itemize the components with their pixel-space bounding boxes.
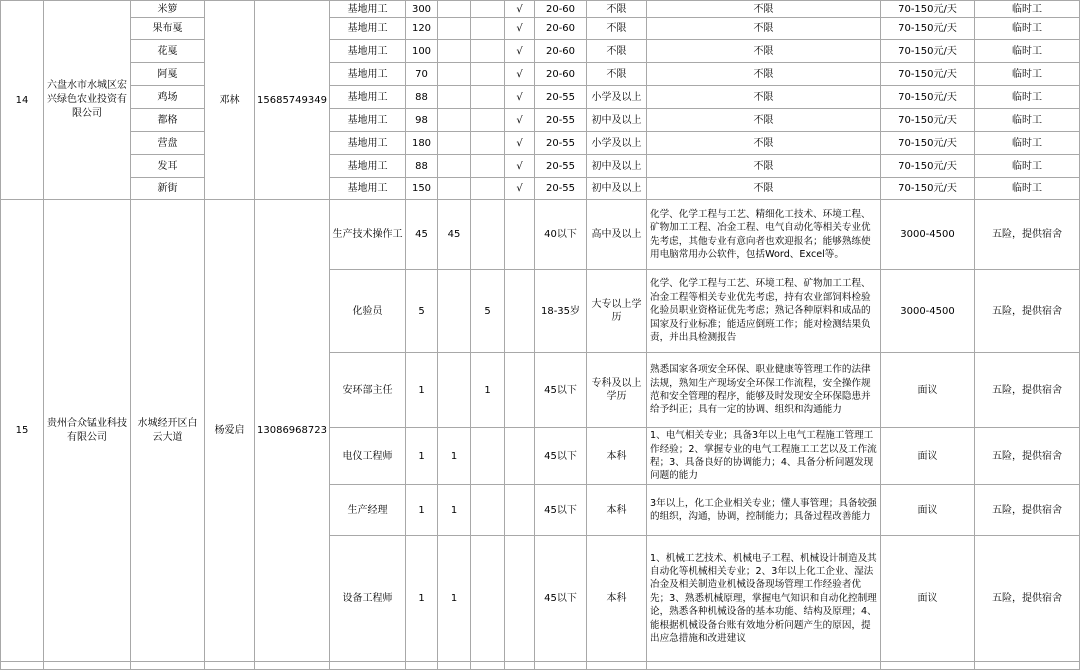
age-cell[interactable]: 20-55 — [535, 178, 587, 200]
count-cell[interactable]: 150 — [406, 178, 438, 200]
education-cell[interactable]: 小学及以上 — [587, 86, 647, 109]
male-cell[interactable] — [438, 132, 471, 155]
male-cell[interactable] — [438, 63, 471, 86]
requirement-cell[interactable]: 1、机械工艺技术、机械电子工程、机械设计制造及其自动化等机械相关专业；2、3年以上化工企业、湿法冶金及相关制造业机械设备现场管理工作经验者优先；3、熟悉机械原理，掌握电气知识和自动化控制理论，熟悉各种机械设备的基本功能、结构及原理；4、能根据机械设备台账有效地分析问题产生的原因，提出应急措施和改进建议 — [647, 536, 881, 662]
male-cell[interactable] — [438, 1, 471, 18]
education-cell[interactable]: 本科 — [587, 485, 647, 536]
education-cell[interactable]: 高中及以上 — [587, 200, 647, 270]
position-cell[interactable]: 化验员 — [330, 270, 406, 353]
age-cell[interactable]: 45以下 — [535, 428, 587, 485]
position-cell[interactable]: 基地用工 — [330, 1, 406, 18]
education-cell[interactable]: 不限 — [587, 40, 647, 63]
male-cell[interactable] — [438, 178, 471, 200]
position-cell[interactable]: 基地用工 — [330, 40, 406, 63]
workplace-cell[interactable]: 鸡场 — [131, 86, 205, 109]
workplace-cell[interactable]: 发耳 — [131, 155, 205, 178]
requirement-cell[interactable]: 化学、化学工程与工艺、精细化工技术、环境工程、矿物加工工程、冶金工程、电气自动化等相关专业优先考虑，其他专业有意向者也欢迎报名；能够熟练使用电脑常用办公软件，包括Word、Excel等。 — [647, 200, 881, 270]
position-cell[interactable]: 基地用工 — [330, 132, 406, 155]
position-cell[interactable]: 基地用工 — [330, 18, 406, 40]
female-cell[interactable] — [471, 18, 505, 40]
male-cell[interactable] — [438, 155, 471, 178]
requirement-cell[interactable]: 熟悉国家各项安全环保、职业健康等管理工作的法律法规，熟知生产现场安全环保工作流程，安全操作规范和安全管理的程序，能够及时发现安全环保隐患并给予纠正；具有一定的协调、组织和沟通能力 — [647, 353, 881, 428]
empty-cell[interactable] — [131, 662, 205, 670]
count-cell[interactable]: 1 — [406, 353, 438, 428]
male-cell[interactable] — [438, 353, 471, 428]
table-row — [1, 178, 1080, 200]
table-row — [1, 132, 1080, 155]
male-cell[interactable] — [438, 270, 471, 353]
company-cell[interactable]: 贵州合众锰业科技有限公司 — [44, 200, 131, 662]
age-cell[interactable]: 45以下 — [535, 485, 587, 536]
empty-cell[interactable] — [1, 662, 44, 670]
table-row — [1, 662, 1080, 670]
count-cell[interactable]: 88 — [406, 155, 438, 178]
address-cell[interactable]: 水城经开区白云大道 — [131, 200, 205, 662]
gender-any-cell[interactable] — [505, 353, 535, 428]
age-cell[interactable]: 20-55 — [535, 109, 587, 132]
female-cell[interactable]: 5 — [471, 270, 505, 353]
company-cell[interactable]: 六盘水市水城区宏兴绿色农业投资有限公司 — [44, 1, 131, 200]
table-row — [1, 109, 1080, 132]
empty-cell[interactable] — [587, 662, 647, 670]
male-cell[interactable] — [438, 18, 471, 40]
salary-cell[interactable]: 70-150元/天 — [881, 178, 975, 200]
table-row — [1, 86, 1080, 109]
seq-cell[interactable]: 14 — [1, 1, 44, 200]
female-cell[interactable] — [471, 178, 505, 200]
table-row — [1, 40, 1080, 63]
gender-any-cell[interactable] — [505, 200, 535, 270]
benefit-cell[interactable]: 临时工 — [975, 178, 1080, 200]
requirement-cell[interactable]: 1、电气相关专业；具备3年以上电气工程施工管理工作经验；2、掌握专业的电气工程施工工艺以及工作流程；3、具备良好的协调能力；4、具备分析问题发现问题的能力 — [647, 428, 881, 485]
age-cell[interactable]: 18-35岁 — [535, 270, 587, 353]
benefit-cell[interactable]: 临时工 — [975, 132, 1080, 155]
benefit-cell[interactable]: 临时工 — [975, 40, 1080, 63]
age-cell[interactable]: 40以下 — [535, 200, 587, 270]
female-cell[interactable] — [471, 109, 505, 132]
education-cell[interactable]: 本科 — [587, 428, 647, 485]
salary-cell[interactable]: 70-150元/天 — [881, 155, 975, 178]
count-cell[interactable]: 300 — [406, 1, 438, 18]
table-row — [1, 1, 1080, 18]
position-cell[interactable]: 基地用工 — [330, 178, 406, 200]
position-cell[interactable]: 基地用工 — [330, 155, 406, 178]
table-row — [1, 200, 1080, 270]
workplace-cell[interactable]: 都格 — [131, 109, 205, 132]
female-cell[interactable] — [471, 63, 505, 86]
empty-cell[interactable] — [330, 662, 406, 670]
education-cell[interactable]: 专科及以上学历 — [587, 353, 647, 428]
salary-cell[interactable]: 70-150元/天 — [881, 132, 975, 155]
female-cell[interactable] — [471, 86, 505, 109]
benefit-cell[interactable]: 临时工 — [975, 1, 1080, 18]
benefit-cell[interactable]: 临时工 — [975, 18, 1080, 40]
benefit-cell[interactable]: 临时工 — [975, 155, 1080, 178]
empty-cell[interactable] — [255, 662, 330, 670]
age-cell[interactable]: 20-60 — [535, 1, 587, 18]
count-cell[interactable]: 1 — [406, 536, 438, 662]
count-cell[interactable]: 120 — [406, 18, 438, 40]
table-row — [1, 18, 1080, 40]
seq-cell[interactable]: 15 — [1, 200, 44, 662]
count-cell[interactable]: 70 — [406, 63, 438, 86]
gender-any-cell[interactable]: √ — [505, 63, 535, 86]
age-cell[interactable]: 45以下 — [535, 353, 587, 428]
education-cell[interactable]: 初中及以上 — [587, 178, 647, 200]
requirement-cell[interactable]: 不限 — [647, 109, 881, 132]
requirement-cell[interactable]: 不限 — [647, 178, 881, 200]
requirement-cell[interactable]: 化学、化学工程与工艺、环境工程、矿物加工工程、冶金工程等相关专业优先考虑，持有农业部饲料检验化验员职业资格证优先考虑；熟记各种原料和成品的国家及行业标准；能适应倒班工作；能对检测结果负责，并出具检测报告 — [647, 270, 881, 353]
benefit-cell[interactable]: 五险，提供宿舍 — [975, 353, 1080, 428]
empty-cell[interactable] — [406, 662, 438, 670]
position-cell[interactable]: 电仪工程师 — [330, 428, 406, 485]
contact-cell[interactable]: 邓林 — [205, 1, 255, 200]
gender-any-cell[interactable] — [505, 270, 535, 353]
benefit-cell[interactable]: 五险，提供宿舍 — [975, 485, 1080, 536]
male-cell[interactable]: 1 — [438, 428, 471, 485]
male-cell[interactable]: 1 — [438, 485, 471, 536]
workplace-cell[interactable]: 营盘 — [131, 132, 205, 155]
count-cell[interactable]: 100 — [406, 40, 438, 63]
position-cell[interactable]: 安环部主任 — [330, 353, 406, 428]
empty-cell[interactable] — [881, 662, 975, 670]
education-cell[interactable]: 不限 — [587, 1, 647, 18]
phone-cell[interactable]: 13086968723 — [255, 200, 330, 662]
benefit-cell[interactable]: 五险，提供宿舍 — [975, 270, 1080, 353]
female-cell[interactable]: 1 — [471, 353, 505, 428]
education-cell[interactable]: 大专以上学历 — [587, 270, 647, 353]
empty-cell[interactable] — [975, 662, 1080, 670]
salary-cell[interactable]: 70-150元/天 — [881, 63, 975, 86]
education-cell[interactable]: 不限 — [587, 18, 647, 40]
age-cell[interactable]: 20-55 — [535, 155, 587, 178]
empty-cell[interactable] — [505, 662, 535, 670]
age-cell[interactable]: 20-60 — [535, 40, 587, 63]
salary-cell[interactable]: 3000-4500 — [881, 200, 975, 270]
requirement-cell[interactable]: 不限 — [647, 86, 881, 109]
empty-cell[interactable] — [205, 662, 255, 670]
salary-cell[interactable]: 70-150元/天 — [881, 109, 975, 132]
workplace-cell[interactable]: 新街 — [131, 178, 205, 200]
workplace-cell[interactable]: 米箩 — [131, 1, 205, 18]
female-cell[interactable] — [471, 536, 505, 662]
age-cell[interactable]: 20-60 — [535, 18, 587, 40]
female-cell[interactable] — [471, 428, 505, 485]
female-cell[interactable] — [471, 1, 505, 18]
benefit-cell[interactable]: 临时工 — [975, 86, 1080, 109]
salary-cell[interactable]: 70-150元/天 — [881, 40, 975, 63]
requirement-cell[interactable]: 3年以上，化工企业相关专业；懂人事管理；具备较强的组织，沟通，协调，控制能力；具备过程改善能力 — [647, 485, 881, 536]
empty-cell[interactable] — [535, 662, 587, 670]
count-cell[interactable]: 180 — [406, 132, 438, 155]
count-cell[interactable]: 98 — [406, 109, 438, 132]
age-cell[interactable]: 20-55 — [535, 86, 587, 109]
education-cell[interactable]: 本科 — [587, 536, 647, 662]
contact-cell[interactable]: 杨爱启 — [205, 200, 255, 662]
male-cell[interactable]: 1 — [438, 536, 471, 662]
gender-any-cell[interactable]: √ — [505, 109, 535, 132]
male-cell[interactable] — [438, 86, 471, 109]
empty-cell[interactable] — [471, 662, 505, 670]
gender-any-cell[interactable] — [505, 536, 535, 662]
benefit-cell[interactable]: 临时工 — [975, 109, 1080, 132]
female-cell[interactable] — [471, 485, 505, 536]
gender-any-cell[interactable]: √ — [505, 1, 535, 18]
position-cell[interactable]: 设备工程师 — [330, 536, 406, 662]
count-cell[interactable]: 5 — [406, 270, 438, 353]
gender-any-cell[interactable] — [505, 485, 535, 536]
table-row — [1, 155, 1080, 178]
female-cell[interactable] — [471, 132, 505, 155]
benefit-cell[interactable]: 临时工 — [975, 63, 1080, 86]
age-cell[interactable]: 45以下 — [535, 536, 587, 662]
position-cell[interactable]: 生产经理 — [330, 485, 406, 536]
count-cell[interactable]: 1 — [406, 485, 438, 536]
empty-cell[interactable] — [647, 662, 881, 670]
count-cell[interactable]: 88 — [406, 86, 438, 109]
position-cell[interactable]: 生产技术操作工 — [330, 200, 406, 270]
female-cell[interactable] — [471, 40, 505, 63]
salary-cell[interactable]: 面议 — [881, 428, 975, 485]
benefit-cell[interactable]: 五险，提供宿舍 — [975, 536, 1080, 662]
benefit-cell[interactable]: 五险，提供宿舍 — [975, 428, 1080, 485]
requirement-cell[interactable]: 不限 — [647, 63, 881, 86]
empty-cell[interactable] — [44, 662, 131, 670]
education-cell[interactable]: 初中及以上 — [587, 109, 647, 132]
gender-any-cell[interactable]: √ — [505, 132, 535, 155]
salary-cell[interactable]: 70-150元/天 — [881, 1, 975, 18]
education-cell[interactable]: 不限 — [587, 63, 647, 86]
salary-cell[interactable]: 3000-4500 — [881, 270, 975, 353]
table-row — [1, 63, 1080, 86]
gender-any-cell[interactable]: √ — [505, 155, 535, 178]
male-cell[interactable]: 45 — [438, 200, 471, 270]
requirement-cell[interactable]: 不限 — [647, 40, 881, 63]
salary-cell[interactable]: 面议 — [881, 353, 975, 428]
workplace-cell[interactable]: 花戛 — [131, 40, 205, 63]
salary-cell[interactable]: 面议 — [881, 485, 975, 536]
salary-cell[interactable]: 70-150元/天 — [881, 86, 975, 109]
female-cell[interactable] — [471, 155, 505, 178]
position-cell[interactable]: 基地用工 — [330, 109, 406, 132]
male-cell[interactable] — [438, 40, 471, 63]
phone-cell[interactable]: 15685749349 — [255, 1, 330, 200]
gender-any-cell[interactable]: √ — [505, 40, 535, 63]
position-cell[interactable]: 基地用工 — [330, 86, 406, 109]
gender-any-cell[interactable]: √ — [505, 86, 535, 109]
gender-any-cell[interactable]: √ — [505, 18, 535, 40]
age-cell[interactable]: 20-55 — [535, 132, 587, 155]
gender-any-cell[interactable] — [505, 428, 535, 485]
male-cell[interactable] — [438, 109, 471, 132]
age-cell[interactable]: 20-60 — [535, 63, 587, 86]
requirement-cell[interactable]: 不限 — [647, 1, 881, 18]
gender-any-cell[interactable]: √ — [505, 178, 535, 200]
salary-cell[interactable]: 70-150元/天 — [881, 18, 975, 40]
female-cell[interactable] — [471, 200, 505, 270]
position-cell[interactable]: 基地用工 — [330, 63, 406, 86]
count-cell[interactable]: 45 — [406, 200, 438, 270]
benefit-cell[interactable]: 五险，提供宿舍 — [975, 200, 1080, 270]
requirement-cell[interactable]: 不限 — [647, 155, 881, 178]
requirement-cell[interactable]: 不限 — [647, 18, 881, 40]
workplace-cell[interactable]: 阿戛 — [131, 63, 205, 86]
education-cell[interactable]: 初中及以上 — [587, 155, 647, 178]
requirement-cell[interactable]: 不限 — [647, 132, 881, 155]
empty-cell[interactable] — [438, 662, 471, 670]
salary-cell[interactable]: 面议 — [881, 536, 975, 662]
workplace-cell[interactable]: 果布戛 — [131, 18, 205, 40]
count-cell[interactable]: 1 — [406, 428, 438, 485]
education-cell[interactable]: 小学及以上 — [587, 132, 647, 155]
